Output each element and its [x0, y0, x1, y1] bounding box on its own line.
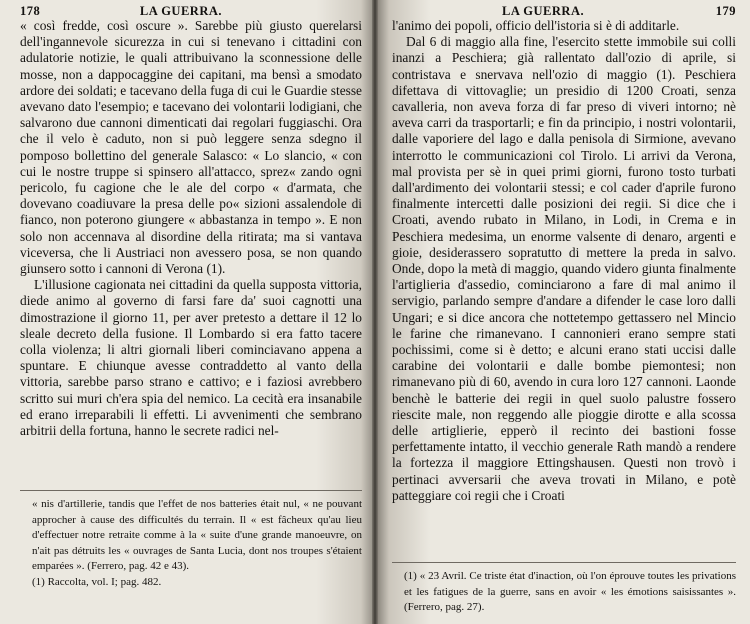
running-head	[20, 4, 362, 18]
footnotes	[20, 490, 362, 590]
running-title: LA GUERRA.	[139, 4, 222, 18]
right-page	[378, 0, 750, 624]
footnote: (1) « 23 Avril. Ce triste état d'inaction, où l'on éprouve toutes les privations et les fatigues de la guerre, sans en avoir « les émotions saisissantes ». (Ferrero, pag. 27).	[404, 570, 736, 613]
body-text	[392, 18, 736, 559]
running-head	[392, 4, 736, 18]
footnote: (1) Raccolta, vol. I; pag. 482.	[32, 575, 162, 588]
page-number: 179	[715, 4, 736, 18]
footnote: « nis d'artillerie, tandis que l'effet de nos batteries était nul, « ne pouvant approcher à cause des difficultés du terrain. Il « est fâcheux qu'au lieu d'effectuer notre retraite comme à la « suite d'une grande manoeuvre, on n'ait pas détruits les « ouvrages de Santa Lucia, dont nos troupes s'étaient emparées ». (Ferrero, pag. 42 e 43).	[32, 498, 362, 572]
left-page	[0, 0, 372, 624]
paragraph: Dal 6 di maggio alla fine, l'esercito stette immobile sui colli inanzi a Peschiera; già rallentato dall'ozio di aprile, si contristava e snervava nell'ozio di maggio (1). Peschiera difettava di vittovaglie; un presidio di 1200 Croati, senza cavalleria, non aveva forza di far preso di viveri intorno; nè aveva carri da trasportarli; e fin da principio, i nostri volontarii, dalle vaporiere del lago e dalla penisola di Sirmione, avevano interrotto le communicazioni col Tirolo. Li arrivi da Verona, mal provista per sè in quei primi giorni, furono tosto turbati dall'ardimento dei volontarii stessi; e col cader d'aprile furono finalmente intercetti dalle posizioni dei regii. Si dice che i Croati, avendo rubato in Milano, in Lodi, in Crema e in Peschiera medesima, un enorme valsente di denaro, argenti e gioie, desiderassero sopratutto di mettere la preda in salvo. Onde, dopo la metà di maggio, quando videro giunta finalmente l'artiglieria d'assedio, cominciarono a fare di mal animo il servigio, parlando sempre d'andare a difender le case loro dalli Ungari; e si dice ancora che nottetempo gettassero nel Mincio le farine che rimanevano. I cannonieri erano sempre stati pochissimi, come si è detto; e alcuni erano stati uccisi dalle carabine dei volontarii e dalle bombe piemontesi; non rimanevano più di 60, avendo in cura loro 127 cannoni. Laonde benchè le batterie dei regii in quel suolo palustre fossero riescite male, non reggendo alle pioggie dirotte e alla scossa delle artiglierie, epperò il recinto dei bastioni fosse perfettamente intatto, il vecchio generale Rath mandò a rendere la fortezza il maggiore Ettingshausen. Questi non trovò i pertinaci avversarii che aveva trovati in Milano, e potè patteggiare coi regii che i Croati	[392, 34, 736, 503]
running-title: LA GUERRA.	[502, 4, 585, 18]
page-number: 178	[20, 4, 41, 18]
body-text	[20, 18, 362, 463]
paragraph: « così fredde, così oscure ». Sarebbe più giusto querelarsi dell'ingannevole sicurezza in cui si tenevano i cittadini con adulatorie notizie, le quali attribuivano la sconnessione delle mosse, non a dappocaggine dei capitani, ma bensì a smodato ardore dei soldati; e tacevano della fuga di cui le Guardie stesse avevano dato l'esempio; e tacevano dei volontarii lodigiani, che salvarono due cannoni dimenticati dai regolari fuggiaschi. Ora che il velo è caduto, non si può leggere senza sdegno il pomposo bollettino del generale Salasco: « Lo slancio, « con cui le nostre truppe si spinsero all'attacco, sprez« zando ogni pericolo, fu cagione che le ale del corpo « d'armata, che dovevano coadiuvare la presa delle po« sizioni assalendole di fianco, non poterono giungere « abbastanza in tempo ». E non solo non accennava al disordine della ritirata; ma si vantava viceversa, che li Austriaci non avessero posa, se non quando giunsero sotto i cannoni di Verona (1).	[20, 18, 362, 277]
paragraph: l'animo dei popoli, officio dell'istoria si è di additarle.	[392, 18, 680, 33]
paragraph: L'illusione cagionata nei cittadini da quella supposta vittoria, diede animo al governo di farsi fare da' suoi cagnotti una dimostrazione il giorno 11, per aver pretesto a dettare il 12 lo sleale decreto della fusione. Il Lombardo si era fatto tacere colla violenza; li altri giornali liberi cominciavano appena a spuntare. E chiunque avesse contraddetto al vanto della vittoria, sarebbe parso strano e cattivo; e i faziosi avrebbero scritto sui muri ch'era spia del nemico. La cecità era insanabile ed erano irreparabili li effetti. Li avvenimenti che sembrano arbitrii della fortuna, hanno le secrete radici nel-	[20, 277, 362, 439]
footnotes	[392, 562, 736, 616]
